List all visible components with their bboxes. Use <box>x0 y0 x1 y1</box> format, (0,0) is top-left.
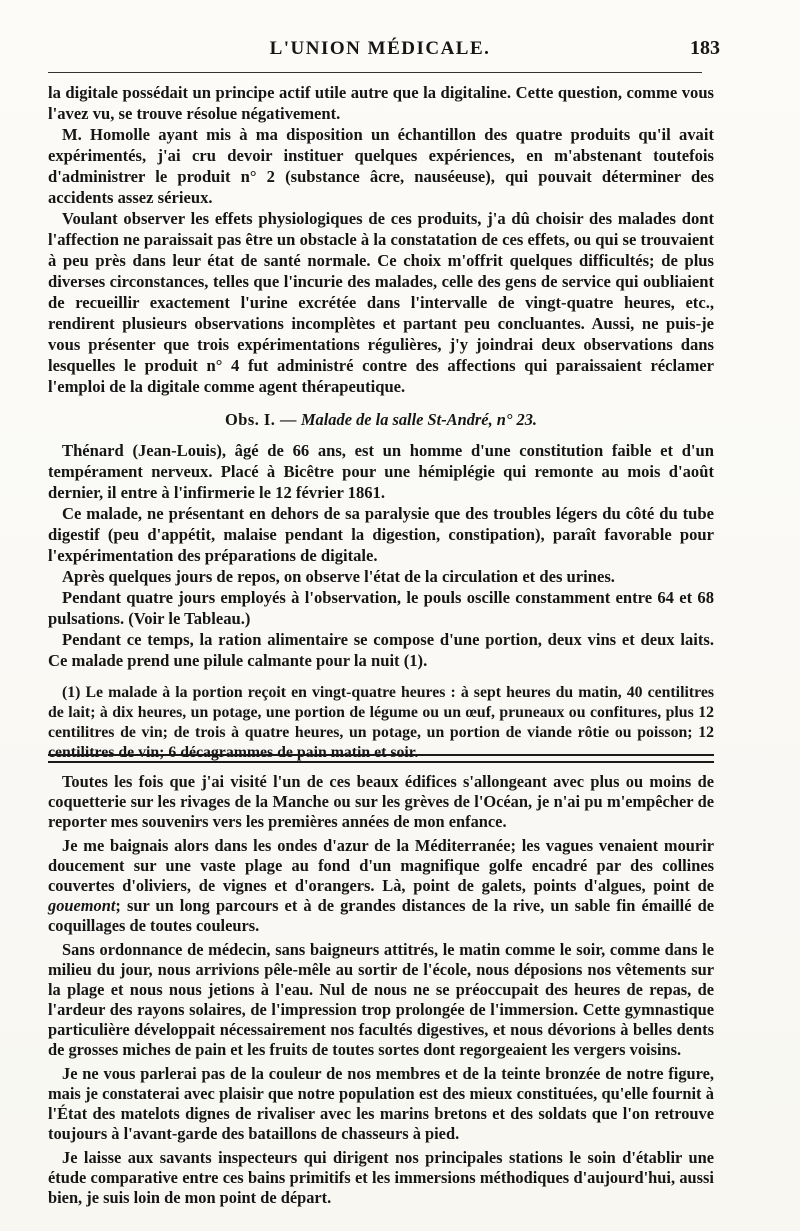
observation-heading <box>48 409 714 430</box>
footnote: (1) Le malade à la portion reçoit en vingt-quatre heures : à sept heures du matin, 40 centilitres de lait; à dix heures, un potage, une portion de légume ou un œuf, pruneaux ou confitures, plus 12 centilitres de vin; de trois à quatre heures, un potage, un portion de viande rôtie ou poisson; 12 centilitres de vin; 6 décagrammes de pain matin et soir. <box>48 684 714 761</box>
paragraph-8: Pendant ce temps, la ration alimentaire se compose d'une portion, deux vins et deux laits. Ce malade prend une pilule calmante pour la nuit (1). <box>48 630 714 670</box>
feuilleton-paragraph-2-b: ; sur un long parcours et à de grandes distances de la rive, un sable fin émaillé de coquillages de toutes couleurs. <box>48 896 714 935</box>
feuilleton-body <box>48 772 714 1208</box>
article-body <box>48 82 714 763</box>
feuilleton-paragraph-3: Sans ordonnance de médecin, sans baigneurs attitrés, le matin comme le soir, comme dans le milieu du jour, nous arrivions pêle-mêle au sortir de l'école, nous déposions nos vêtements sur la plage et nous nous jetions à l'eau. Nul de nous ne se préoccupait des heures de repas, de l'ardeur des rayons solaires, de l'impression trop prolongée de l'immersion. Cette gymnastique particulière développait nécessairement nos facultés digestives, et nous dévorions à belles dents de grosses miches de pain et les fruits de toutes sortes dont regorgeaient les vergers voisins. <box>48 940 714 1059</box>
paragraph-3: Voulant observer les effets physiologiques de ces produits, j'a dû choisir des malades dont l'affection ne paraissait pas être un obstacle à la constatation de ces effets, ou qui se trouvaient à peu près dans leur état de santé normale. Ce choix m'offrit quelques difficultés; de plus diverses circonstances, telles que l'incurie des malades, celle des gens de service qui oubliaient de recueillir exactement l'urine excrétée dans l'intervalle de vingt-quatre heures, etc., rendirent plusieurs observations incomplètes et partant peu concluantes. Aussi, ne puis-je vous présenter que trois expérimentations régulières, j'y joindrai deux observations dans lesquelles le produit n° 4 fut administré contre des affections qui paraissaient réclamer l'emploi de la digitale comme agent thérapeutique. <box>48 209 714 396</box>
observation-label: Obs. I. — <box>224 410 297 429</box>
feuilleton-paragraph-1: Toutes les fois que j'ai visité l'un de ces beaux édifices s'allongeant avec plus ou moins de coquetterie sur les rivages de la Manche ou sur les grèves de l'Océan, je n'ai pu m'empêcher de reporter mes souvenirs vers les premières années de mon enfance. <box>48 772 714 831</box>
feuilleton-paragraph-5: Je laisse aux savants inspecteurs qui dirigent nos principales stations le soin d'établir une étude comparative entre ces bains primitifs et les immersions méthodiques d'aujourd'hui, aussi bien, je suis loin de mon point de départ. <box>48 1148 714 1207</box>
feuilleton-paragraph-2-italic: gouemont <box>48 896 116 915</box>
page-header <box>48 34 720 68</box>
paragraph-2: M. Homolle ayant mis à ma disposition un échantillon des quatre produits qu'il avait expérimentés, j'ai cru devoir instituer quelques expériences, en m'abstenant toutefois d'administrer le produit n° 2 (substance âcre, nauséeuse), qui pouvait déterminer des accidents assez sérieux. <box>48 125 714 207</box>
paragraph-4: Thénard (Jean-Louis), âgé de 66 ans, est un homme d'une constitution faible et d'un tempérament nerveux. Placé à Bicêtre pour une hémiplégie qui remonte au mois d'août dernier, il entre à l'infirmerie le 12 février 1861. <box>48 441 714 502</box>
paragraph-1: la digitale possédait un principe actif utile autre que la digitaline. Cette question, comme vous l'avez vu, se trouve résolue négativement. <box>48 83 714 123</box>
feuilleton-paragraph-2 <box>48 836 714 936</box>
paragraph-6: Après quelques jours de repos, on observe l'état de la circulation et des urines. <box>62 567 615 586</box>
page-number: 183 <box>690 37 720 59</box>
paragraph-7: Pendant quatre jours employés à l'observation, le pouls oscille constamment entre 64 et 68 pulsations. (Voir le Tableau.) <box>48 588 714 628</box>
paragraph-5: Ce malade, ne présentant en dehors de sa paralysie que des troubles légers du côté du tube digestif (peu d'appétit, malaise pendant la digestion, constipation), paraît favorable pour l'expérimentation des préparations de digitale. <box>48 504 714 565</box>
feuilleton-paragraph-4: Je ne vous parlerai pas de la couleur de nos membres et de la teinte bronzée de notre figure, mais je constaterai avec plaisir que notre population est des mieux constituées, qu'elle fournit à l'État des matelots dignes de rivaliser avec les marins bretons et des soldats que l'on retrouve toujours à l'avant-garde des bataillons de chasseurs à pied. <box>48 1064 714 1143</box>
observation-title: Malade de la salle St-André, n° 23. <box>300 410 538 429</box>
header-rule <box>48 72 702 73</box>
running-title: L'UNION MÉDICALE. <box>269 38 491 59</box>
feuilleton-paragraph-2-a: Je me baignais alors dans les ondes d'azur de la Méditerranée; les vagues venaient mourir doucement sur une vaste plage au fond d'un magnifique golfe encadré par des collines couvertes d'oliviers, de vignes et d'orangers. Là, point de galets, points d'algues, point de <box>48 836 714 895</box>
feuilleton-separator <box>48 754 714 763</box>
